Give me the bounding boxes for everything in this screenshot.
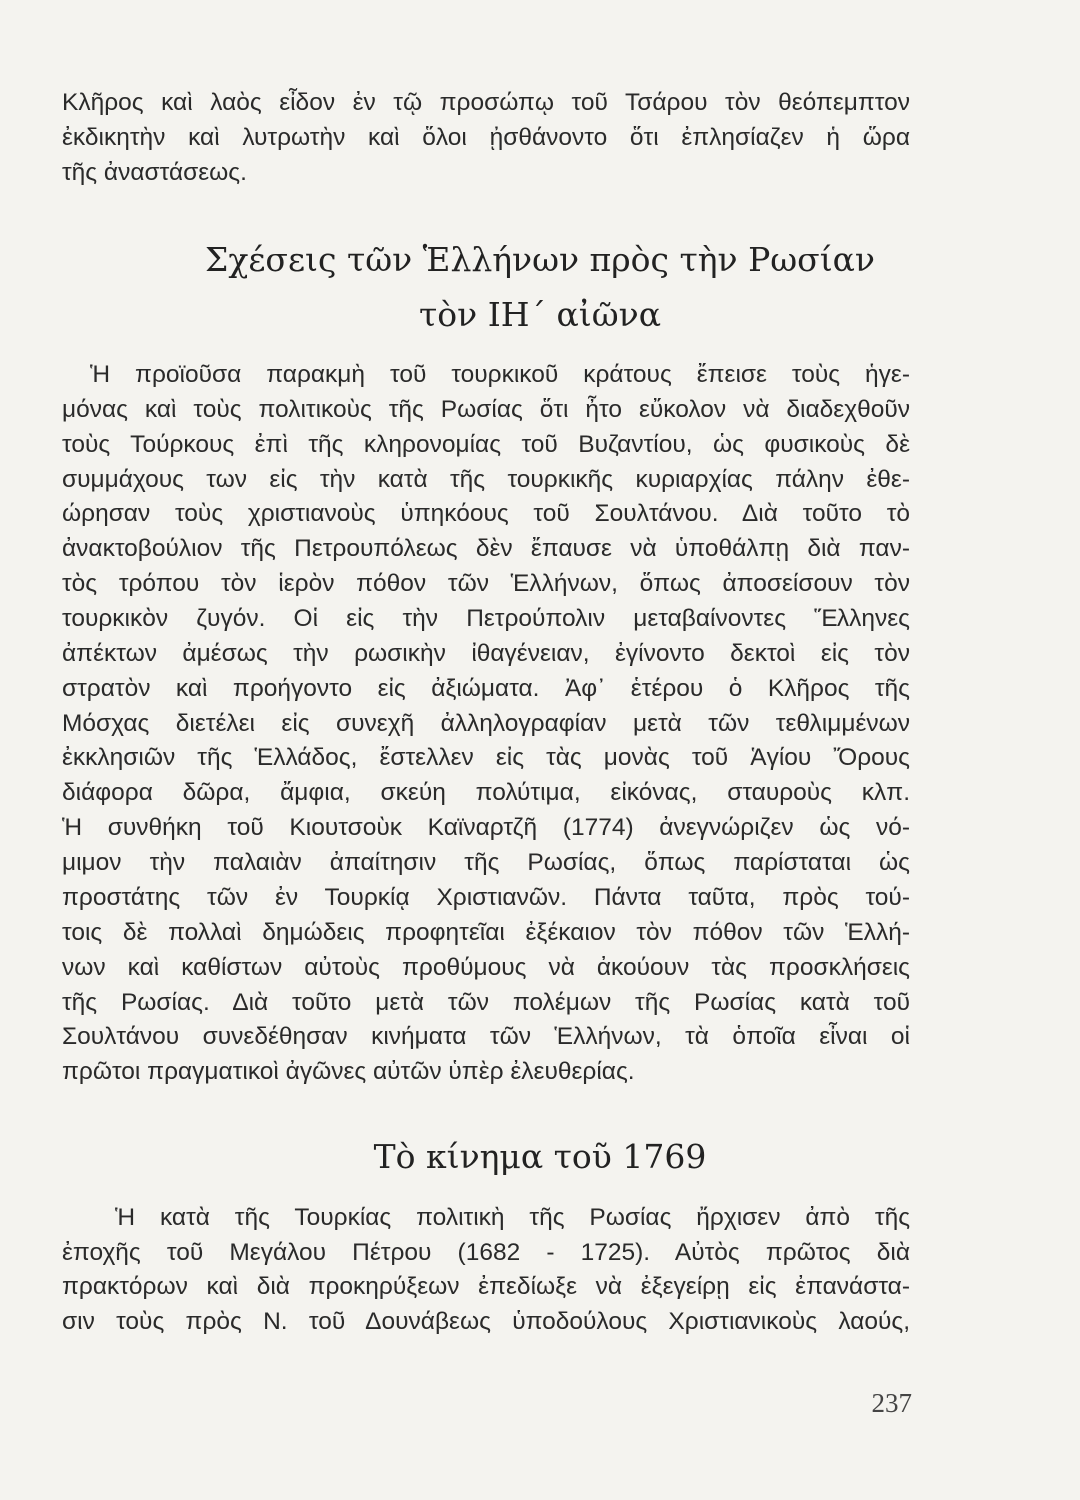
text-line: μόνας καὶ τοὺς πολιτικοὺς τῆς Ρωσίας ὅτι ἦτο εὔκολον νὰ διαδεχθοῦν <box>62 396 910 423</box>
text-line: τῆς ἀναστάσεως. <box>62 159 247 186</box>
section-title: τὸν ΙΗ΄ αἰῶνα <box>419 295 661 334</box>
text-line: τῆς Ρωσίας. Διὰ τοῦτο μετὰ τῶν πολέμων τῆς Ρωσίας κατὰ τοῦ <box>62 989 910 1016</box>
text-line: Κλῆρος καὶ λαὸς εἶδον ἐν τῷ προσώπῳ τοῦ Τσάρου τὸν θεόπεμπτον <box>62 89 910 116</box>
text-line: νων καὶ καθίστων αὐτοὺς προθύμους νὰ ἀκούουν τὰς προσκλήσεις <box>62 954 910 981</box>
text-line: ἐποχῆς τοῦ Μεγάλου Πέτρου (1682 - 1725). Αὐτὸς πρῶτος διὰ <box>62 1239 910 1266</box>
text-line: πρακτόρων καὶ διὰ προκηρύξεων ἐπεδίωξε νὰ ἐξεγείρῃ εἰς ἐπανάστα- <box>62 1273 910 1300</box>
text-line: Σουλτάνου συνεδέθησαν κινήματα τῶν Ἑλλήνων, τὰ ὁποῖα εἶναι οἱ <box>62 1023 910 1050</box>
text-line: σιν τοὺς πρὸς Ν. τοῦ Δουνάβεως ὑποδούλους Χριστιανικοὺς λαούς, <box>62 1308 910 1335</box>
page-number: 237 <box>871 1388 912 1418</box>
text-line: διάφορα δῶρα, ἄμφια, σκεύη πολύτιμα, εἰκόνας, σταυροὺς κλπ. <box>62 779 910 806</box>
text-line: Ἡ κατὰ τῆς Τουρκίας πολιτικὴ τῆς Ρωσίας ἤρχισεν ἀπὸ τῆς <box>115 1204 910 1231</box>
text-line: τὸς τρόπου τὸν ἱερὸν πόθον τῶν Ἑλλήνων, ὅπως ἀποσείσουν τὸν <box>62 570 910 597</box>
text-line: Ἡ προϊοῦσα παρακμὴ τοῦ τουρκικοῦ κράτους ἔπεισε τοὺς ἡγε- <box>90 361 910 388</box>
text-line: ἐκκλησιῶν τῆς Ἑλλάδος, ἔστελλεν εἰς τὰς μονὰς τοῦ Ἁγίου Ὄρους <box>62 744 910 771</box>
text-line: στρατὸν καὶ προήγοντο εἰς ἀξιώματα. Ἀφ᾽ ἑτέρου ὁ Κλῆρος τῆς <box>62 675 910 702</box>
section-title: Σχέσεις τῶν Ἑλλήνων πρὸς τὴν Ρωσίαν <box>205 240 875 279</box>
text-line: ἀνακτοβούλιον τῆς Πετρουπόλεως δὲν ἔπαυσε νὰ ὑποθάλπῃ διὰ παν- <box>62 535 910 562</box>
text-line: συμμάχους των εἰς τὴν κατὰ τῆς τουρκικῆς κυριαρχίας πάλην ἐθε- <box>62 466 910 493</box>
text-line: προστάτης τῶν ἐν Τουρκίᾳ Χριστιανῶν. Πάντα ταῦτα, πρὸς τού- <box>62 884 910 911</box>
text-line: τουρκικὸν ζυγόν. Οἱ εἰς τὴν Πετρούπολιν μεταβαίνοντες Ἕλληνες <box>62 605 910 632</box>
text-line: μιμον τὴν παλαιὰν ἀπαίτησιν τῆς Ρωσίας, ὅπως παρίσταται ὡς <box>62 849 910 876</box>
text-line: πρῶτοι πραγματικοὶ ἀγῶνες αὐτῶν ὑπὲρ ἐλευθερίας. <box>62 1058 635 1085</box>
text-line: ἀπέκτων ἀμέσως τὴν ρωσικὴν ἰθαγένειαν, ἐγίνοντο δεκτοὶ εἰς τὸν <box>62 640 910 667</box>
text-line: ώρησαν τοὺς χριστιανοὺς ὑπηκόους τοῦ Σουλτάνου. Διὰ τοῦτο τὸ <box>62 500 910 527</box>
text-line: Μόσχας διετέλει εἰς συνεχῆ ἀλληλογραφίαν μετὰ τῶν τεθλιμμένων <box>62 710 910 737</box>
text-line: τοὺς Τούρκους ἐπὶ τῆς κληρονομίας τοῦ Βυζαντίου, ὡς φυσικοὺς δὲ <box>62 431 910 458</box>
text-line: ἐκδικητὴν καὶ λυτρωτὴν καὶ ὅλοι ᾐσθάνοντο ὅτι ἐπλησίαζεν ἡ ὥρα <box>62 124 910 151</box>
section-title: Τὸ κίνημα τοῦ 1769 <box>373 1137 707 1176</box>
text-line: Ἡ συνθήκη τοῦ Κιουτσοὺκ Καϊναρτζῆ (1774) ἀνεγνώριζεν ὡς νό- <box>62 814 910 841</box>
text-line: τοις δὲ πολλαὶ δημώδεις προφητεῖαι ἐξέκαιον τὸν πόθον τῶν Ἑλλή- <box>62 919 910 946</box>
